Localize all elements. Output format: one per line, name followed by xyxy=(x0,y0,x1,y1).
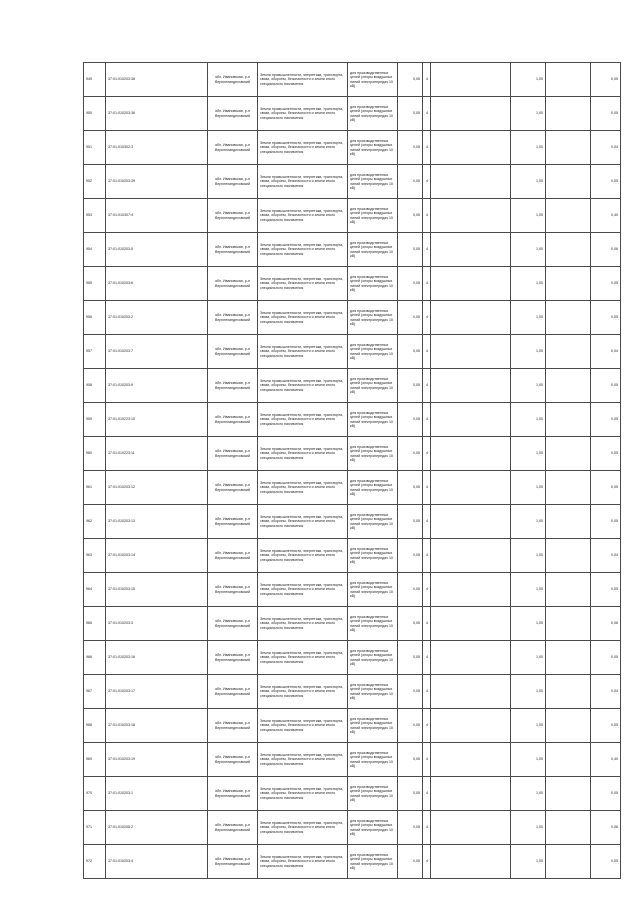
row-number-cell: 969 xyxy=(84,743,106,777)
land-category-cell: Земли промышленности, энергетики, транспорта, связи, обороны, безопасности и земли иного специального назначения xyxy=(258,709,348,743)
area-value-cell: 0,05 xyxy=(398,709,423,743)
cadastral-number-cell: 37:01:010203:15 xyxy=(106,573,208,607)
row-number-cell: 959 xyxy=(84,403,106,437)
row-number-cell: 964 xyxy=(84,573,106,607)
table-row xyxy=(84,267,621,301)
value-cell: 0,04 xyxy=(591,131,621,165)
land-category-cell: Земли промышленности, энергетики, транспорта, связи, обороны, безопасности и земли иного специального назначения xyxy=(258,539,348,573)
unit-cell: 4 xyxy=(423,505,431,539)
area-value-cell: 0,05 xyxy=(398,539,423,573)
table-row xyxy=(84,403,621,437)
coefficient-cell: 1,00 xyxy=(511,335,546,369)
table-row xyxy=(84,539,621,573)
permitted-use-cell: для производственных целей (опоры воздушных линий электропередач 10 кВ) xyxy=(348,675,398,709)
table-row xyxy=(84,505,621,539)
empty-cell xyxy=(431,97,511,131)
location-cell: обл. Ивановская, р-н Верхнеландеховский xyxy=(208,63,258,97)
cadastral-number-cell: 37:01:010203:17 xyxy=(106,675,208,709)
land-category-cell: Земли промышленности, энергетики, транспорта, связи, обороны, безопасности и земли иного специального назначения xyxy=(258,845,348,879)
unit-cell: 4 xyxy=(423,675,431,709)
value-cell: 0,05 xyxy=(591,845,621,879)
land-category-cell: Земли промышленности, энергетики, транспорта, связи, обороны, безопасности и земли иного специального назначения xyxy=(258,165,348,199)
location-cell: обл. Ивановская, р-н Верхнеландеховский xyxy=(208,301,258,335)
location-cell: обл. Ивановская, р-н Верхнеландеховский xyxy=(208,743,258,777)
empty-cell xyxy=(431,845,511,879)
location-cell: обл. Ивановская, р-н Верхнеландеховский xyxy=(208,845,258,879)
coefficient-cell: 1,00 xyxy=(511,743,546,777)
location-cell: обл. Ивановская, р-н Верхнеландеховский xyxy=(208,131,258,165)
cadastral-number-cell: 37:01:010203:13 xyxy=(106,505,208,539)
empty-cell xyxy=(546,675,591,709)
empty-cell xyxy=(546,471,591,505)
table-row xyxy=(84,709,621,743)
empty-cell xyxy=(546,641,591,675)
unit-cell: 4 xyxy=(423,641,431,675)
value-cell: 0,05 xyxy=(591,165,621,199)
value-cell: 0,05 xyxy=(591,641,621,675)
row-number-cell: 951 xyxy=(84,131,106,165)
coefficient-cell: 1,00 xyxy=(511,267,546,301)
location-cell: обл. Ивановская, р-н Верхнеландеховский xyxy=(208,539,258,573)
location-cell: обл. Ивановская, р-н Верхнеландеховский xyxy=(208,233,258,267)
empty-cell xyxy=(431,573,511,607)
unit-cell: 4 xyxy=(423,233,431,267)
empty-cell xyxy=(546,437,591,471)
table-row xyxy=(84,131,621,165)
permitted-use-cell: для производственных целей (опоры воздушных линий электропередач 10 кВ) xyxy=(348,845,398,879)
table-row xyxy=(84,199,621,233)
row-number-cell: 954 xyxy=(84,233,106,267)
area-value-cell: 0,05 xyxy=(398,199,423,233)
row-number-cell: 968 xyxy=(84,709,106,743)
cadastral-number-cell: 37:01:010203:2 xyxy=(106,301,208,335)
location-cell: обл. Ивановская, р-н Верхнеландеховский xyxy=(208,369,258,403)
area-value-cell: 0,05 xyxy=(398,437,423,471)
empty-cell xyxy=(546,97,591,131)
unit-cell: 4 xyxy=(423,301,431,335)
land-category-cell: Земли промышленности, энергетики, транспорта, связи, обороны, безопасности и земли иного специального назначения xyxy=(258,777,348,811)
unit-cell: 4 xyxy=(423,743,431,777)
permitted-use-cell: для производственных целей (опоры воздушных линий электропередач 10 кВ) xyxy=(348,573,398,607)
value-cell: 0,40 xyxy=(591,199,621,233)
area-value-cell: 0,05 xyxy=(398,369,423,403)
cadastral-number-cell: 37:01:010205:2 xyxy=(106,811,208,845)
value-cell: 0,04 xyxy=(591,539,621,573)
empty-cell xyxy=(431,539,511,573)
permitted-use-cell: для производственных целей (опоры воздушных линий электропередач 10 кВ) xyxy=(348,63,398,97)
table-row xyxy=(84,743,621,777)
value-cell: 0,06 xyxy=(591,811,621,845)
area-value-cell: 0,05 xyxy=(398,641,423,675)
cadastral-number-cell: 37:01:010203:4 xyxy=(106,845,208,879)
cadastral-number-cell: 37:01:010223:10 xyxy=(106,403,208,437)
row-number-cell: 958 xyxy=(84,369,106,403)
location-cell: обл. Ивановская, р-н Верхнеландеховский xyxy=(208,641,258,675)
unit-cell: 4 xyxy=(423,845,431,879)
empty-cell xyxy=(546,165,591,199)
location-cell: обл. Ивановская, р-н Верхнеландеховский xyxy=(208,675,258,709)
cadastral-number-cell: 37:01:010307:4 xyxy=(106,199,208,233)
empty-cell xyxy=(546,777,591,811)
empty-cell xyxy=(546,403,591,437)
cadastral-number-cell: 37:01:010203:38 xyxy=(106,63,208,97)
row-number-cell: 956 xyxy=(84,301,106,335)
permitted-use-cell: для производственных целей (опоры воздушных линий электропередач 10 кВ) xyxy=(348,233,398,267)
area-value-cell: 0,05 xyxy=(398,403,423,437)
land-category-cell: Земли промышленности, энергетики, транспорта, связи, обороны, безопасности и земли иного специального назначения xyxy=(258,743,348,777)
permitted-use-cell: для производственных целей (опоры воздушных линий электропередач 10 кВ) xyxy=(348,301,398,335)
empty-cell xyxy=(546,539,591,573)
row-number-cell: 967 xyxy=(84,675,106,709)
area-value-cell: 0,05 xyxy=(398,573,423,607)
empty-cell xyxy=(546,811,591,845)
row-number-cell: 960 xyxy=(84,437,106,471)
empty-cell xyxy=(546,131,591,165)
land-category-cell: Земли промышленности, энергетики, транспорта, связи, обороны, безопасности и земли иного специального назначения xyxy=(258,403,348,437)
area-value-cell: 0,05 xyxy=(398,471,423,505)
coefficient-cell: 1,00 xyxy=(511,471,546,505)
empty-cell xyxy=(431,403,511,437)
permitted-use-cell: для производственных целей (опоры воздушных линий электропередач 10 кВ) xyxy=(348,165,398,199)
row-number-cell: 963 xyxy=(84,539,106,573)
table-row xyxy=(84,301,621,335)
land-category-cell: Земли промышленности, энергетики, транспорта, связи, обороны, безопасности и земли иного специального назначения xyxy=(258,301,348,335)
empty-cell xyxy=(546,743,591,777)
empty-cell xyxy=(431,267,511,301)
empty-cell xyxy=(546,709,591,743)
unit-cell: 4 xyxy=(423,335,431,369)
permitted-use-cell: для производственных целей (опоры воздушных линий электропередач 10 кВ) xyxy=(348,335,398,369)
cadastral-number-cell: 37:01:010203:7 xyxy=(106,335,208,369)
value-cell: 0,06 xyxy=(591,607,621,641)
row-number-cell: 957 xyxy=(84,335,106,369)
location-cell: обл. Ивановская, р-н Верхнеландеховский xyxy=(208,811,258,845)
cadastral-number-cell: 37:01:010203:39 xyxy=(106,165,208,199)
table-body xyxy=(84,63,621,879)
value-cell: 0,05 xyxy=(591,369,621,403)
empty-cell xyxy=(431,131,511,165)
empty-cell xyxy=(546,369,591,403)
location-cell: обл. Ивановская, р-н Верхнеландеховский xyxy=(208,777,258,811)
table-row xyxy=(84,63,621,97)
cadastral-number-cell: 37:01:010203:12 xyxy=(106,471,208,505)
area-value-cell: 0,05 xyxy=(398,335,423,369)
table-row xyxy=(84,845,621,879)
land-category-cell: Земли промышленности, энергетики, транспорта, связи, обороны, безопасности и земли иного специального назначения xyxy=(258,199,348,233)
coefficient-cell: 1,00 xyxy=(511,607,546,641)
permitted-use-cell: для производственных целей (опоры воздушных линий электропередач 10 кВ) xyxy=(348,369,398,403)
empty-cell xyxy=(546,301,591,335)
table-row xyxy=(84,777,621,811)
permitted-use-cell: для производственных целей (опоры воздушных линий электропередач 10 кВ) xyxy=(348,505,398,539)
cadastral-number-cell: 37:01:010203:36 xyxy=(106,97,208,131)
unit-cell: 4 xyxy=(423,709,431,743)
unit-cell: 4 xyxy=(423,777,431,811)
coefficient-cell: 1,00 xyxy=(511,199,546,233)
value-cell: 0,05 xyxy=(591,471,621,505)
cadastral-number-cell: 37:01:010203:9 xyxy=(106,369,208,403)
empty-cell xyxy=(546,233,591,267)
coefficient-cell: 1,00 xyxy=(511,811,546,845)
permitted-use-cell: для производственных целей (опоры воздушных линий электропередач 10 кВ) xyxy=(348,437,398,471)
area-value-cell: 0,05 xyxy=(398,301,423,335)
permitted-use-cell: для производственных целей (опоры воздушных линий электропередач 10 кВ) xyxy=(348,131,398,165)
value-cell: 0,05 xyxy=(591,267,621,301)
empty-cell xyxy=(431,63,511,97)
unit-cell: 4 xyxy=(423,267,431,301)
unit-cell: 4 xyxy=(423,607,431,641)
unit-cell: 4 xyxy=(423,199,431,233)
location-cell: обл. Ивановская, р-н Верхнеландеховский xyxy=(208,199,258,233)
empty-cell xyxy=(546,607,591,641)
land-category-cell: Земли промышленности, энергетики, транспорта, связи, обороны, безопасности и земли иного специального назначения xyxy=(258,437,348,471)
coefficient-cell: 1,00 xyxy=(511,845,546,879)
permitted-use-cell: для производственных целей (опоры воздушных линий электропередач 10 кВ) xyxy=(348,471,398,505)
land-category-cell: Земли промышленности, энергетики, транспорта, связи, обороны, безопасности и земли иного специального назначения xyxy=(258,131,348,165)
cadastral-number-cell: 37:01:010203:6 xyxy=(106,267,208,301)
value-cell: 0,04 xyxy=(591,675,621,709)
location-cell: обл. Ивановская, р-н Верхнеландеховский xyxy=(208,607,258,641)
location-cell: обл. Ивановская, р-н Верхнеландеховский xyxy=(208,267,258,301)
location-cell: обл. Ивановская, р-н Верхнеландеховский xyxy=(208,573,258,607)
table-row xyxy=(84,573,621,607)
empty-cell xyxy=(431,777,511,811)
coefficient-cell: 1,00 xyxy=(511,539,546,573)
cadastral-number-cell: 37:01:010203:3 xyxy=(106,607,208,641)
value-cell: 0,05 xyxy=(591,777,621,811)
empty-cell xyxy=(431,505,511,539)
coefficient-cell: 1,00 xyxy=(511,437,546,471)
table-row xyxy=(84,369,621,403)
empty-cell xyxy=(431,709,511,743)
unit-cell: 4 xyxy=(423,403,431,437)
coefficient-cell: 1,00 xyxy=(511,63,546,97)
land-category-cell: Земли промышленности, энергетики, транспорта, связи, обороны, безопасности и земли иного специального назначения xyxy=(258,573,348,607)
row-number-cell: 952 xyxy=(84,165,106,199)
empty-cell xyxy=(546,573,591,607)
value-cell: 0,40 xyxy=(591,743,621,777)
area-value-cell: 0,05 xyxy=(398,233,423,267)
empty-cell xyxy=(431,233,511,267)
empty-cell xyxy=(546,267,591,301)
land-category-cell: Земли промышленности, энергетики, транспорта, связи, обороны, безопасности и земли иного специального назначения xyxy=(258,233,348,267)
location-cell: обл. Ивановская, р-н Верхнеландеховский xyxy=(208,471,258,505)
unit-cell: 4 xyxy=(423,97,431,131)
empty-cell xyxy=(431,641,511,675)
permitted-use-cell: для производственных целей (опоры воздушных линий электропередач 10 кВ) xyxy=(348,403,398,437)
value-cell: 0,05 xyxy=(591,63,621,97)
empty-cell xyxy=(431,437,511,471)
coefficient-cell: 1,00 xyxy=(511,97,546,131)
area-value-cell: 0,05 xyxy=(398,607,423,641)
land-category-cell: Земли промышленности, энергетики, транспорта, связи, обороны, безопасности и земли иного специального назначения xyxy=(258,811,348,845)
land-category-cell: Земли промышленности, энергетики, транспорта, связи, обороны, безопасности и земли иного специального назначения xyxy=(258,505,348,539)
unit-cell: 4 xyxy=(423,131,431,165)
cadastral-number-cell: 37:01:010203:19 xyxy=(106,743,208,777)
coefficient-cell: 1,00 xyxy=(511,369,546,403)
permitted-use-cell: для производственных целей (опоры воздушных линий электропередач 10 кВ) xyxy=(348,777,398,811)
area-value-cell: 0,05 xyxy=(398,63,423,97)
land-category-cell: Земли промышленности, энергетики, транспорта, связи, обороны, безопасности и земли иного специального назначения xyxy=(258,471,348,505)
permitted-use-cell: для производственных целей (опоры воздушных линий электропередач 10 кВ) xyxy=(348,811,398,845)
coefficient-cell: 1,00 xyxy=(511,675,546,709)
unit-cell: 4 xyxy=(423,573,431,607)
row-number-cell: 949 xyxy=(84,63,106,97)
area-value-cell: 0,05 xyxy=(398,165,423,199)
empty-cell xyxy=(431,607,511,641)
value-cell: 0,05 xyxy=(591,97,621,131)
row-number-cell: 961 xyxy=(84,471,106,505)
row-number-cell: 970 xyxy=(84,777,106,811)
coefficient-cell: 1,00 xyxy=(511,403,546,437)
permitted-use-cell: для производственных целей (опоры воздушных линий электропередач 10 кВ) xyxy=(348,641,398,675)
location-cell: обл. Ивановская, р-н Верхнеландеховский xyxy=(208,97,258,131)
location-cell: обл. Ивановская, р-н Верхнеландеховский xyxy=(208,437,258,471)
empty-cell xyxy=(546,63,591,97)
table-row xyxy=(84,641,621,675)
area-value-cell: 0,05 xyxy=(398,743,423,777)
table-row xyxy=(84,811,621,845)
empty-cell xyxy=(431,471,511,505)
cadastral-number-cell: 37:01:010203:1 xyxy=(106,777,208,811)
coefficient-cell: 1,00 xyxy=(511,131,546,165)
area-value-cell: 0,05 xyxy=(398,845,423,879)
row-number-cell: 950 xyxy=(84,97,106,131)
unit-cell: 4 xyxy=(423,437,431,471)
permitted-use-cell: для производственных целей (опоры воздушных линий электропередач 10 кВ) xyxy=(348,607,398,641)
row-number-cell: 962 xyxy=(84,505,106,539)
land-category-cell: Земли промышленности, энергетики, транспорта, связи, обороны, безопасности и земли иного специального назначения xyxy=(258,97,348,131)
empty-cell xyxy=(431,301,511,335)
unit-cell: 4 xyxy=(423,369,431,403)
coefficient-cell: 1,00 xyxy=(511,233,546,267)
area-value-cell: 0,05 xyxy=(398,777,423,811)
location-cell: обл. Ивановская, р-н Верхнеландеховский xyxy=(208,709,258,743)
unit-cell: 4 xyxy=(423,539,431,573)
permitted-use-cell: для производственных целей (опоры воздушных линий электропередач 10 кВ) xyxy=(348,539,398,573)
table-row xyxy=(84,471,621,505)
cadastral-number-cell: 37:01:010203:5 xyxy=(106,233,208,267)
area-value-cell: 0,05 xyxy=(398,505,423,539)
empty-cell xyxy=(431,199,511,233)
land-category-cell: Земли промышленности, энергетики, транспорта, связи, обороны, безопасности и земли иного специального назначения xyxy=(258,369,348,403)
unit-cell: 4 xyxy=(423,63,431,97)
location-cell: обл. Ивановская, р-н Верхнеландеховский xyxy=(208,403,258,437)
value-cell: 0,05 xyxy=(591,437,621,471)
value-cell: 0,05 xyxy=(591,709,621,743)
empty-cell xyxy=(431,811,511,845)
area-value-cell: 0,05 xyxy=(398,97,423,131)
row-number-cell: 953 xyxy=(84,199,106,233)
area-value-cell: 0,05 xyxy=(398,811,423,845)
land-category-cell: Земли промышленности, энергетики, транспорта, связи, обороны, безопасности и земли иного специального назначения xyxy=(258,675,348,709)
value-cell: 0,05 xyxy=(591,403,621,437)
unit-cell: 4 xyxy=(423,811,431,845)
land-category-cell: Земли промышленности, энергетики, транспорта, связи, обороны, безопасности и земли иного специального назначения xyxy=(258,607,348,641)
land-category-cell: Земли промышленности, энергетики, транспорта, связи, обороны, безопасности и земли иного специального назначения xyxy=(258,641,348,675)
area-value-cell: 0,05 xyxy=(398,675,423,709)
land-category-cell: Земли промышленности, энергетики, транспорта, связи, обороны, безопасности и земли иного специального назначения xyxy=(258,267,348,301)
table-row xyxy=(84,97,621,131)
permitted-use-cell: для производственных целей (опоры воздушных линий электропередач 10 кВ) xyxy=(348,267,398,301)
unit-cell: 4 xyxy=(423,165,431,199)
table-row xyxy=(84,233,621,267)
row-number-cell: 972 xyxy=(84,845,106,879)
location-cell: обл. Ивановская, р-н Верхнеландеховский xyxy=(208,505,258,539)
table-row xyxy=(84,335,621,369)
row-number-cell: 955 xyxy=(84,267,106,301)
cadastral-number-cell: 37:01:010203:14 xyxy=(106,539,208,573)
value-cell: 0,04 xyxy=(591,335,621,369)
row-number-cell: 966 xyxy=(84,641,106,675)
land-category-cell: Земли промышленности, энергетики, транспорта, связи, обороны, безопасности и земли иного специального назначения xyxy=(258,335,348,369)
coefficient-cell: 1,00 xyxy=(511,505,546,539)
empty-cell xyxy=(431,369,511,403)
empty-cell xyxy=(431,743,511,777)
value-cell: 0,05 xyxy=(591,505,621,539)
land-category-cell: Земли промышленности, энергетики, транспорта, связи, обороны, безопасности и земли иного специального назначения xyxy=(258,63,348,97)
table-row xyxy=(84,165,621,199)
permitted-use-cell: для производственных целей (опоры воздушных линий электропередач 10 кВ) xyxy=(348,743,398,777)
value-cell: 0,05 xyxy=(591,301,621,335)
cadastral-number-cell: 37:01:010203:18 xyxy=(106,709,208,743)
coefficient-cell: 1,00 xyxy=(511,301,546,335)
empty-cell xyxy=(431,335,511,369)
empty-cell xyxy=(546,199,591,233)
coefficient-cell: 1,00 xyxy=(511,777,546,811)
unit-cell: 4 xyxy=(423,471,431,505)
row-number-cell: 965 xyxy=(84,607,106,641)
location-cell: обл. Ивановская, р-н Верхнеландеховский xyxy=(208,335,258,369)
table-row xyxy=(84,437,621,471)
table-row xyxy=(84,607,621,641)
value-cell: 0,05 xyxy=(591,573,621,607)
empty-cell xyxy=(546,845,591,879)
coefficient-cell: 1,00 xyxy=(511,165,546,199)
coefficient-cell: 1,00 xyxy=(511,641,546,675)
permitted-use-cell: для производственных целей (опоры воздушных линий электропередач 10 кВ) xyxy=(348,97,398,131)
permitted-use-cell: для производственных целей (опоры воздушных линий электропередач 10 кВ) xyxy=(348,199,398,233)
land-parcels-table xyxy=(83,62,621,879)
empty-cell xyxy=(546,335,591,369)
empty-cell xyxy=(546,505,591,539)
location-cell: обл. Ивановская, р-н Верхнеландеховский xyxy=(208,165,258,199)
cadastral-number-cell: 37:01:010203:16 xyxy=(106,641,208,675)
coefficient-cell: 1,00 xyxy=(511,709,546,743)
area-value-cell: 0,05 xyxy=(398,131,423,165)
permitted-use-cell: для производственных целей (опоры воздушных линий электропередач 10 кВ) xyxy=(348,709,398,743)
row-number-cell: 971 xyxy=(84,811,106,845)
area-value-cell: 0,05 xyxy=(398,267,423,301)
coefficient-cell: 1,00 xyxy=(511,573,546,607)
value-cell: 0,06 xyxy=(591,233,621,267)
cadastral-number-cell: 37:01:010223:11 xyxy=(106,437,208,471)
cadastral-number-cell: 37:01:010302:3 xyxy=(106,131,208,165)
empty-cell xyxy=(431,165,511,199)
empty-cell xyxy=(431,675,511,709)
table-row xyxy=(84,675,621,709)
